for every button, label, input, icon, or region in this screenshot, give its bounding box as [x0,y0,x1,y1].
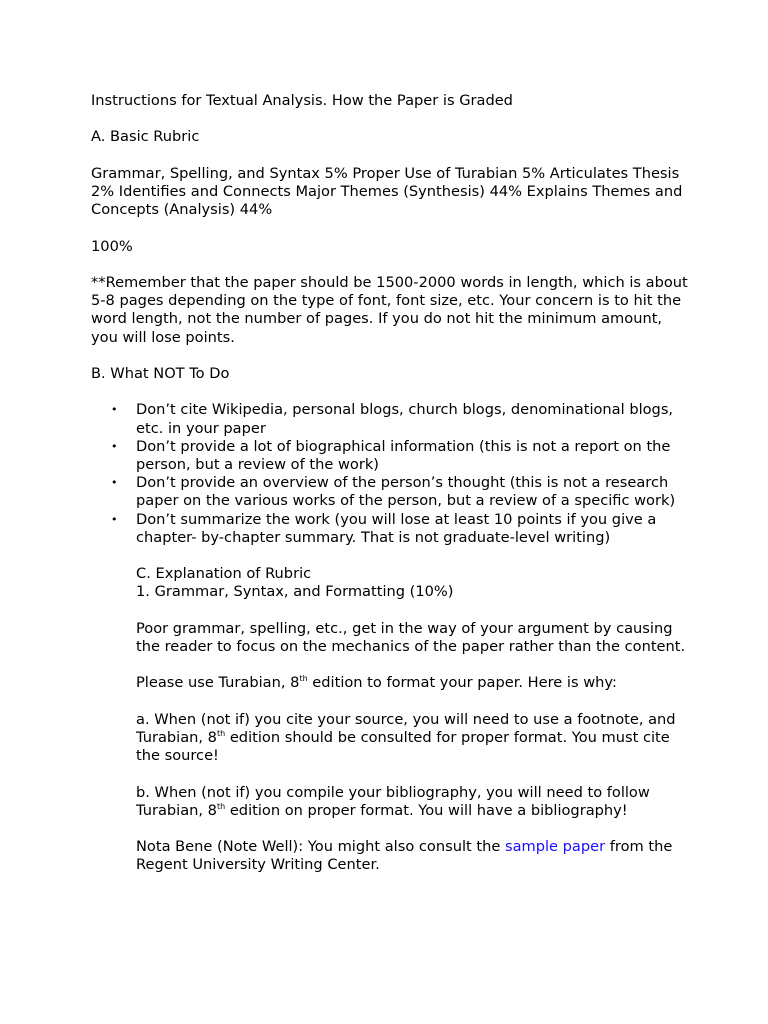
rubric-text: Grammar, Spelling, and Syntax 5% Proper Use of Turabian 5% Articulates Thesis 2% Identifies and Connects Major Themes (Synthesis) 44% Explains Themes and Concepts (Analysis) 44% [91,164,683,219]
point-b-text-end: edition on proper format. You will have a bibliography! [225,801,628,819]
nota-bene-text: Nota Bene (Note Well): You might also consult the [136,838,505,856]
bullet-icon: • [111,512,118,526]
section-b-heading: B. What NOT To Do [91,364,230,382]
grammar-paragraph: Poor grammar, spelling, etc., get in the way of your argument by causing the reader to focus on the mechanics of the paper rather than the content. [136,619,686,655]
turabian-intro [136,674,691,692]
superscript-th: th [216,728,226,738]
subsection-1-heading: 1. Grammar, Syntax, and Formatting (10%) [136,583,454,601]
list-item-text: Don’t provide a lot of biographical information (this is not a report on the person, but a review of the work) [136,437,671,473]
section-a-heading: A. Basic Rubric [91,128,200,146]
turabian-intro-text-end: edition to format your paper. Here is why: [307,674,617,692]
sample-paper-link[interactable]: sample paper [504,838,606,856]
bullet-icon: • [111,476,118,490]
bullet-icon: • [111,439,118,453]
point-a-text: a. When (not if) you cite your source, you will need to use a footnote, and Turabian, 8 [136,710,676,746]
rubric-total: 100% [91,237,133,255]
dont-list [91,401,691,547]
bullet-icon: • [111,403,118,417]
nota-bene [136,838,691,874]
section-c-heading: C. Explanation of Rubric [136,565,312,583]
list-item-text: Don’t cite Wikipedia, personal blogs, church blogs, denominational blogs, etc. in your paper [136,401,674,437]
list-item [111,401,691,437]
list-item [111,437,691,474]
point-b-text: b. When (not if) you compile your bibliography, you will need to follow Turabian, 8 [136,783,650,819]
list-item-text: Don’t summarize the work (you will lose at least 10 points if you give a chapter- by-chapter summary. That is not graduate-level writing) [136,510,657,546]
list-item-text: Don’t provide an overview of the person’s thought (this is not a research paper on the various works of the person, but a review of a specific work) [136,474,676,510]
turabian-intro-text: Please use Turabian, 8 [136,674,300,692]
point-a-text-end: edition should be consulted for proper format. You must cite the source! [136,728,670,765]
list-item [111,510,691,547]
document-title: Instructions for Textual Analysis. How the Paper is Graded [91,92,513,109]
superscript-th: th [216,801,226,811]
superscript-th: th [299,674,308,684]
point-b [136,784,691,820]
document-body [91,92,691,893]
list-item [111,474,691,510]
length-note: **Remember that the paper should be 1500-2000 words in length, which is about 5-8 pages depending on the type of font, font size, etc. Your concern is to hit the word length, not the number of pages. If you do not hit the minimum amount, you will lose points. [91,273,688,346]
point-a [136,711,691,766]
nota-bene-text-end: from the Regent University Writing Center. [136,838,673,874]
